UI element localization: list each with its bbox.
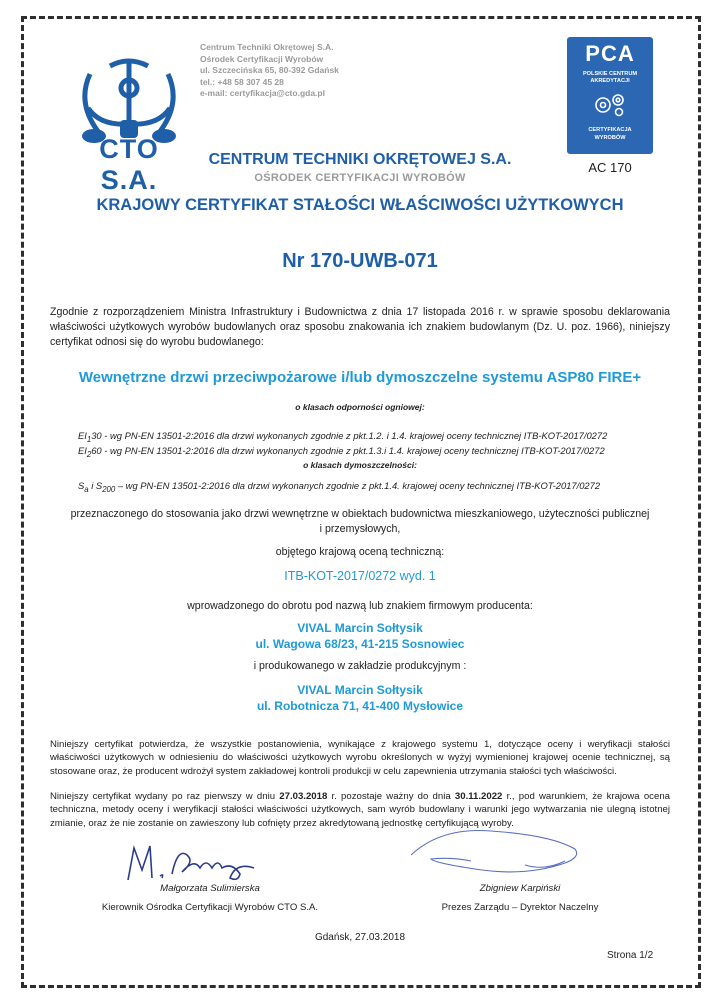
signatory-right-name: Zbigniew Karpiński [479, 883, 561, 894]
assessment-intro: objętego krajową oceną techniczną: [275, 546, 445, 558]
page-number: Strona 1/2 [607, 950, 654, 961]
pca-line: WYROBÓW [594, 135, 626, 141]
smoke-class-line: $S_a$ i $S_{200}$ – wg PN-EN 13501-2:2016 dla drzwi wykonanych zgodnie z pkt.1.4. krajowej oceny technicznej ITB-KOT-2017/0272 [78, 480, 601, 494]
address-line: e-mail: certyfikacja@cto.gda.pl [200, 88, 325, 99]
pca-line: AKREDYTACJI [590, 78, 630, 84]
plant-address: ul. Robotnicza 71, 41-400 Mysłowice [256, 699, 464, 713]
logo-text: CTO S.A. [99, 134, 159, 195]
confirmation-paragraph: Niniejszy certyfikat potwierdza, że wszystkie postanowienia, wynikające z krajowego systemu 1, dotyczące oceny i weryfikacji stałości właściwości użytkowych w odniesieniu do właściwości użytkowych wyrobu określonych w wyżyj wymienionej krajowej ocenie technicznej, są stosowane oraz, że producent wdrożył system zakładowej kontroli produkcji w celu zapewnienia utrzymania stałości tych właściwości. [50, 739, 670, 777]
intro-paragraph: Zgodnie z rozporządzeniem Ministra Infrastruktury i Budownictwa z dnia 17 listopada 2016 r. w sprawie sposobu deklarowania właściwości użytkowych wyrobów budowlanych oraz sposobu znakowania ich znakiem budowlanym (Dz. U. poz. 1966), niniejszy certyfikat odnosi się do wyrobu budowlanego: [50, 306, 670, 348]
signature-left-icon [120, 840, 280, 888]
accreditation-number: AC 170 [588, 160, 632, 175]
producer-name: VIVAL Marcin Sołtysik [297, 621, 423, 635]
address-line: tel.: +48 58 307 45 28 [200, 76, 284, 87]
smoke-classes-heading: o klasach dymoszczelności: [303, 460, 417, 470]
org-unit: OŚRODEK CERTYFIKACJI WYROBÓW [254, 172, 466, 184]
signature-right-icon [405, 825, 585, 885]
pca-line: CERTYFIKACJA [588, 127, 632, 133]
signatory-left-role: Kierownik Ośrodka Certyfikacji Wyrobów CTO S.A. [101, 902, 319, 913]
fire-class-line: $EI_260$ - wg PN-EN 13501-2:2016 dla drzwi wykonanych zgodnie z pkt.1.3.i 1.4. krajowej oceny technicznej ITB-KOT-2017/0272 [78, 445, 605, 459]
validity-paragraph: Niniejszy certyfikat wydany po raz pierwszy w dniu 27.03.2018 r. pozostaje ważny do dnia 30.11.2022 r., pod warunkiem, że krajowa ocena techniczna, metody oceny i weryfikacji stałości właściwości użytkowych, sam wyrób budowlany i warunki jego wytwarzania nie ulegną istotnej zmianie, oraz że nie zostanie on zawieszony lub cofnięty przez akredytowaną jednostkę certyfikującą wyroby. [50, 791, 670, 829]
intended-use-line: i przemysłowych, [319, 523, 401, 535]
producer-address: ul. Wagowa 68/23, 41-215 Sosnowiec [255, 637, 465, 651]
fire-classes-heading: o klasach odporności ogniowej: [295, 402, 425, 412]
pca-badge [567, 37, 653, 154]
gears-icon [591, 91, 629, 117]
address-line: Centrum Techniki Okrętowej S.A. [200, 42, 334, 52]
address-line: Ośrodek Certyfikacji Wyrobów [200, 53, 324, 64]
signatory-right-role: Prezes Zarządu – Dyrektor Naczelny [441, 902, 599, 913]
document-title: KRAJOWY CERTYFIKAT STAŁOŚCI WŁAŚCIWOŚCI UŻYTKOWYCH [96, 196, 624, 214]
intended-use-line: przeznaczonego do stosowania jako drzwi wewnętrzne w obiektach budownictwa mieszkaniowego, użyteczności publicznej [70, 508, 650, 520]
product-name: Wewnętrzne drzwi przeciwpożarowe i/lub dymoszczelne systemu ASP80 FIRE+ [78, 369, 642, 386]
technical-assessment: ITB-KOT-2017/0272 wyd. 1 [284, 569, 436, 583]
fire-class-line: $EI_130$ - wg PN-EN 13501-2:2016 dla drzwi wykonanych zgodnie z pkt.1.2. i 1.4. krajowej oceny technicznej ITB-KOT-2017/0272 [78, 430, 608, 444]
pca-title: PCA [585, 41, 635, 66]
signatory-left-name: Małgorzata Sulimierska [160, 883, 260, 894]
place-date: Gdańsk, 27.03.2018 [314, 932, 406, 943]
pca-line: POLSKIE CENTRUM [582, 71, 638, 77]
org-name: CENTRUM TECHNIKI OKRĘTOWEJ S.A. [208, 151, 512, 168]
producer-intro: wprowadzonego do obrotu pod nazwą lub znakiem firmowym producenta: [187, 600, 533, 612]
plant-intro: i produkowanego w zakładzie produkcyjnym : [253, 660, 467, 672]
plant-name: VIVAL Marcin Sołtysik [297, 683, 423, 697]
certificate-number: Nr 170-UWB-071 [282, 250, 438, 272]
address-block [200, 42, 339, 100]
address-line: ul. Szczecińska 65, 80-392 Gdańsk [200, 65, 339, 76]
